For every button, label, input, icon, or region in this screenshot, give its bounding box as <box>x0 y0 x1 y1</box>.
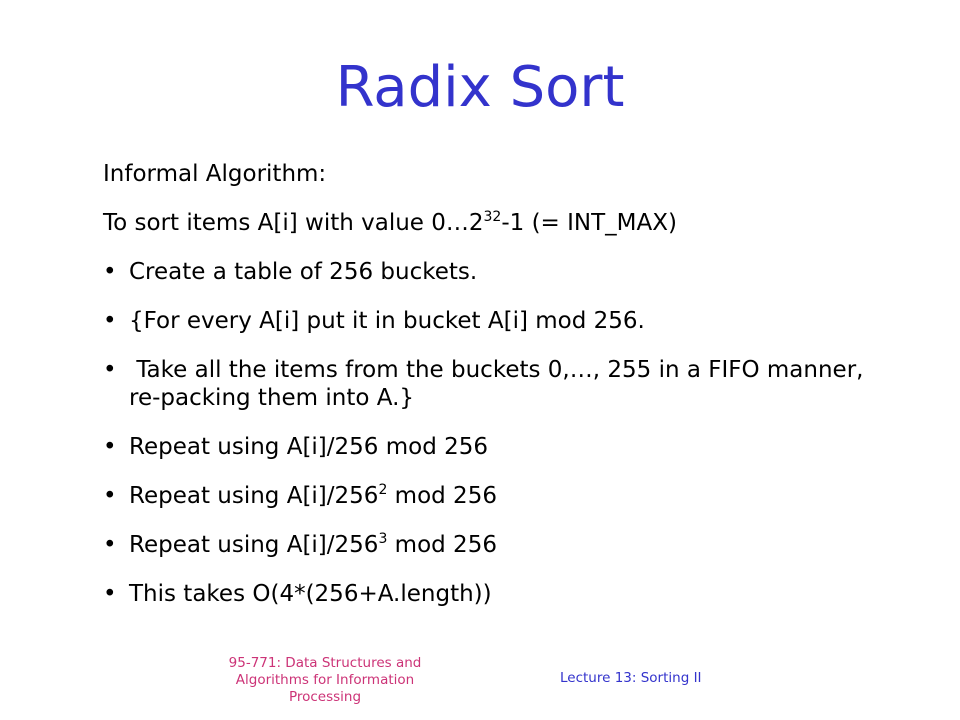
bullet-text: {For every A[i] put it in bucket A[i] mod 256. <box>129 308 645 334</box>
intro-line <box>103 209 903 237</box>
bullet-text: This takes O(4*(256+A.length)) <box>129 581 492 607</box>
bullet-item <box>103 258 903 286</box>
bullet-exponent: 2 <box>378 482 388 498</box>
bullet-item <box>103 307 903 335</box>
course-footer: 95-771: Data Structures and Algorithms for Information Processing <box>228 655 422 705</box>
bullet-text: Take all the items from the buckets 0,…, 255 in a FIFO manner, re-packing them into A.} <box>129 357 871 411</box>
intro-exponent: 32 <box>483 209 502 225</box>
bullet-item <box>103 531 903 559</box>
slide-body <box>103 160 903 629</box>
algorithm-heading: Informal Algorithm: <box>103 161 327 187</box>
bullet-marker: • <box>103 532 117 558</box>
bullet-marker: • <box>103 434 117 460</box>
bullet-marker: • <box>103 581 117 607</box>
bullet-text: Create a table of 256 buckets. <box>129 259 478 285</box>
bullet-text-start: Repeat using A[i]/256 <box>129 532 379 558</box>
intro-text-start: To sort items A[i] with value 0…2 <box>103 210 484 236</box>
bullet-marker: • <box>103 259 117 285</box>
bullet-exponent: 3 <box>378 531 388 547</box>
bullet-marker: • <box>103 483 117 509</box>
bullet-item <box>103 482 903 510</box>
slide-title: Radix Sort <box>335 55 625 120</box>
bullet-marker: • <box>103 308 117 334</box>
bullet-text-end: mod 256 <box>387 532 497 558</box>
intro-text-end: -1 (= INT_MAX) <box>501 210 677 236</box>
bullet-marker: • <box>103 357 117 383</box>
bullet-text: Repeat using A[i]/256 mod 256 <box>129 434 489 460</box>
bullet-text-end: mod 256 <box>387 483 497 509</box>
bullet-item <box>103 356 903 412</box>
bullet-item <box>103 433 903 461</box>
lecture-footer: Lecture 13: Sorting II <box>560 670 702 686</box>
bullet-text-start: Repeat using A[i]/256 <box>129 483 379 509</box>
bullet-text <box>129 531 497 559</box>
bullet-item <box>103 580 903 608</box>
bullet-text <box>129 482 497 510</box>
